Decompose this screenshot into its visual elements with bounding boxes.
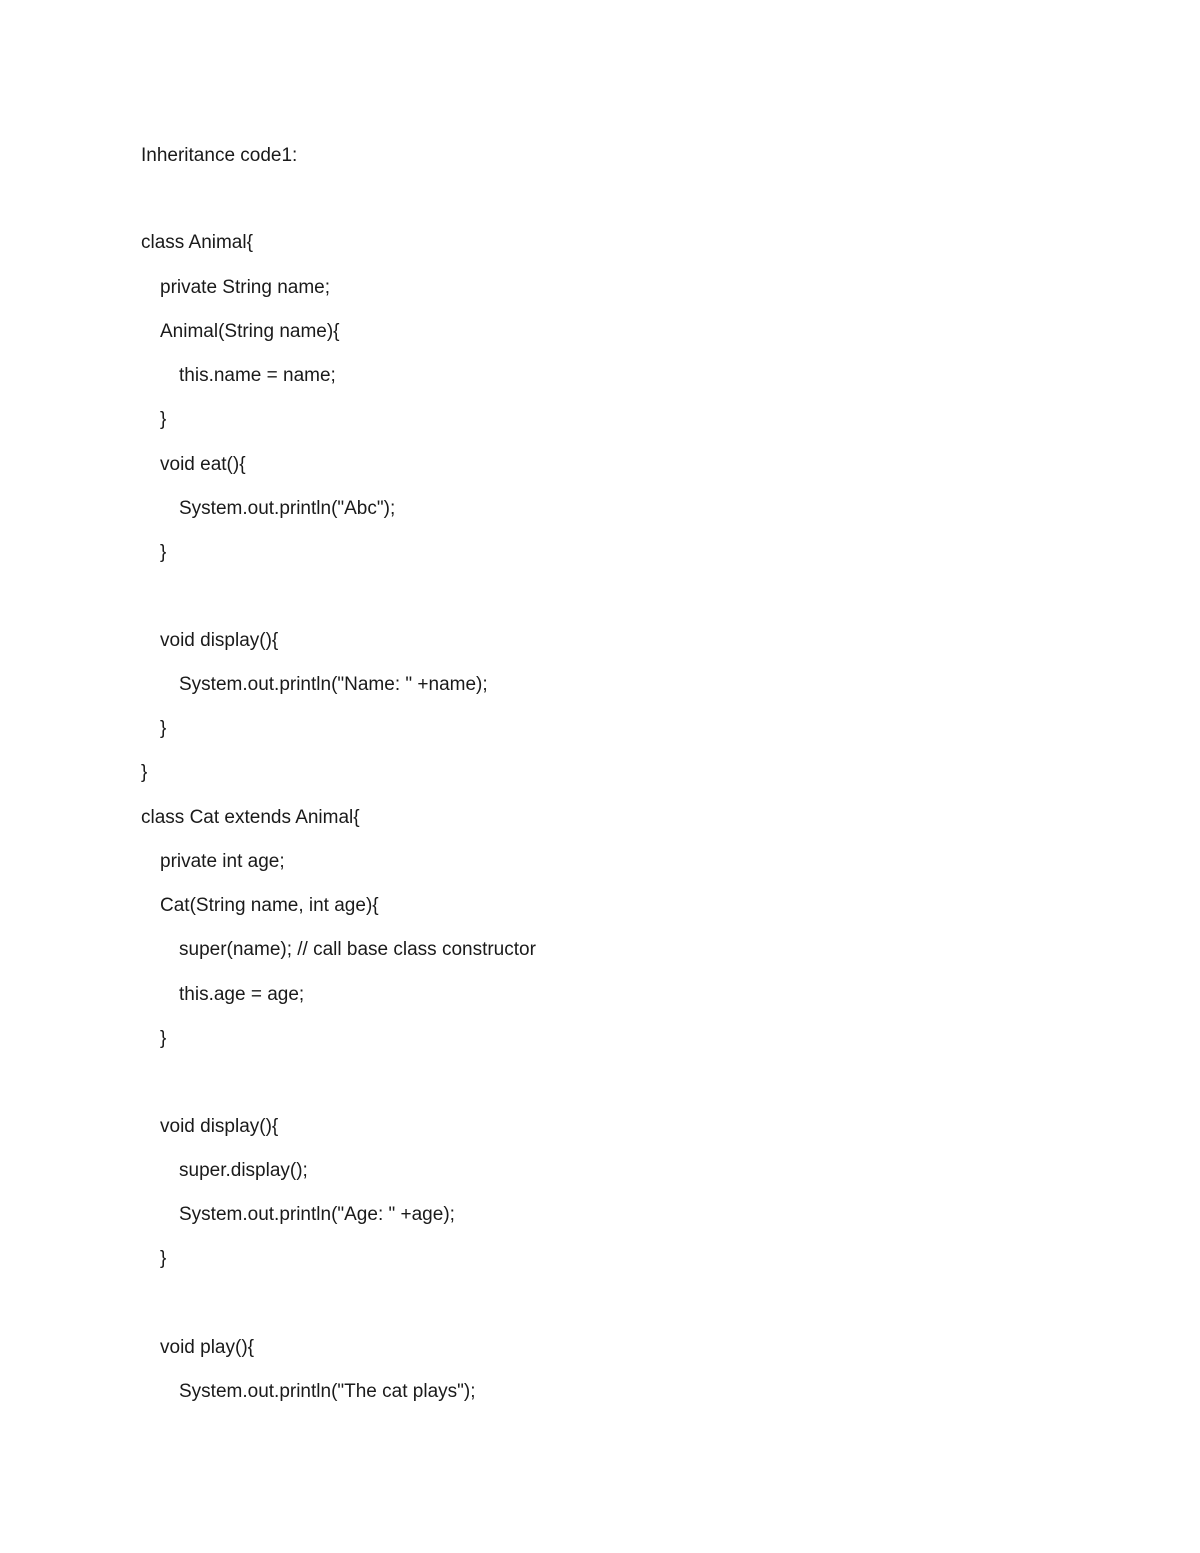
document-heading: Inheritance code1: <box>141 145 298 166</box>
code-line: void play(){ <box>160 1337 254 1358</box>
code-line: void display(){ <box>160 630 279 651</box>
code-line: } <box>141 762 148 783</box>
code-line: } <box>160 1248 167 1269</box>
code-line: System.out.println("Abc"); <box>179 498 396 519</box>
code-line: private String name; <box>160 277 331 298</box>
code-line: this.name = name; <box>179 365 336 386</box>
code-line: class Animal{ <box>141 232 253 253</box>
code-line: System.out.println("The cat plays"); <box>179 1381 476 1402</box>
code-line: private int age; <box>160 851 285 872</box>
code-line: void eat(){ <box>160 454 246 475</box>
code-line: this.age = age; <box>179 984 305 1005</box>
code-line: } <box>160 1028 167 1049</box>
code-line: } <box>160 409 167 430</box>
code-line: } <box>160 542 167 563</box>
code-line: System.out.println("Name: " +name); <box>179 674 488 695</box>
code-line: void display(){ <box>160 1116 279 1137</box>
code-line: System.out.println("Age: " +age); <box>179 1204 455 1225</box>
code-line: Animal(String name){ <box>160 321 340 342</box>
code-line: } <box>160 718 167 739</box>
code-line: class Cat extends Animal{ <box>141 807 360 828</box>
code-line: super(name); // call base class constructor <box>179 939 536 960</box>
code-line: Cat(String name, int age){ <box>160 895 379 916</box>
code-line: super.display(); <box>179 1160 308 1181</box>
